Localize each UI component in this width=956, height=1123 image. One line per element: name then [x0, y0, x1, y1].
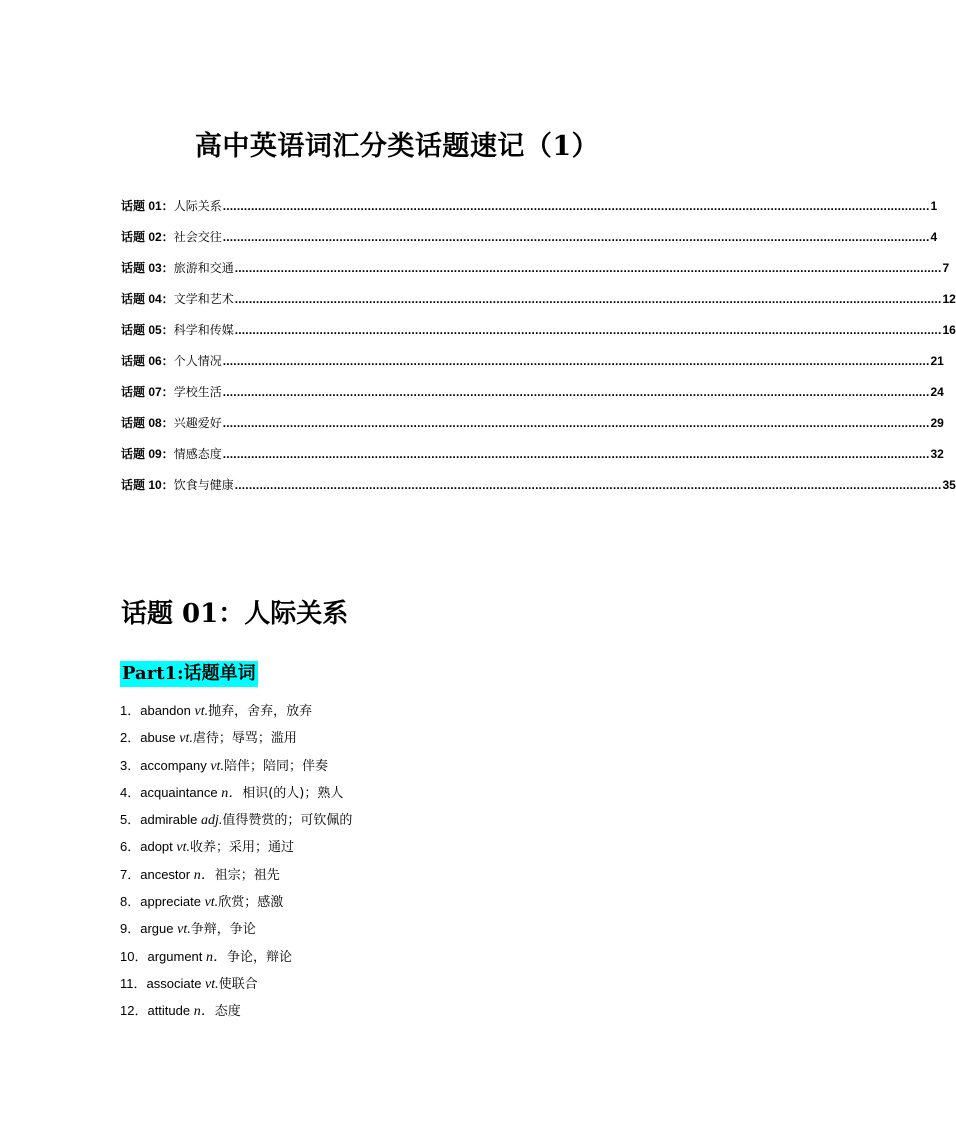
toc-entry-label: 饮食与健康	[173, 478, 234, 492]
toc-entry-prefix: 话题 04：	[121, 292, 174, 306]
toc-leader-dots: ........................................................................................................................................................................................................	[222, 230, 930, 244]
toc-entry-prefix: 话题 10：	[121, 478, 174, 492]
vocabulary-part-of-speech: n．	[193, 1004, 215, 1020]
vocabulary-part-of-speech: vt.	[179, 731, 193, 747]
vocabulary-word: argue	[140, 921, 174, 937]
vocabulary-item	[120, 1001, 680, 1028]
toc-leader-dots: ........................................................................................................................................................................................................	[234, 292, 942, 306]
toc-entry-page: 7	[942, 261, 950, 275]
vocabulary-part-of-speech: vt.	[177, 922, 191, 938]
toc-entry-prefix: 话题 03：	[121, 261, 174, 275]
vocabulary-word: admirable	[140, 812, 198, 828]
vocabulary-number: 7．	[120, 866, 141, 882]
document-title: 高中英语词汇分类话题速记（1）	[194, 131, 600, 162]
toc-entry-page: 24	[930, 385, 944, 399]
toc-entry[interactable]	[121, 196, 938, 227]
vocabulary-meaning: 欣赏；感激	[218, 895, 284, 911]
vocabulary-item	[120, 728, 680, 755]
vocabulary-word: ancestor	[140, 866, 191, 882]
vocabulary-item	[120, 701, 680, 728]
vocabulary-meaning: 虐待；辱骂；滥用	[192, 731, 297, 747]
vocabulary-item	[120, 810, 680, 837]
toc-leader-dots: ........................................................................................................................................................................................................	[222, 416, 930, 430]
vocabulary-word: abuse	[140, 730, 176, 746]
toc-entry-page: 12	[942, 292, 956, 306]
toc-entry[interactable]	[121, 320, 956, 351]
toc-entry-label: 兴趣爱好	[173, 416, 222, 430]
vocabulary-item	[120, 837, 680, 864]
vocabulary-meaning: 值得赞赏的；可钦佩的	[222, 813, 353, 829]
toc-entry[interactable]	[121, 227, 938, 258]
part-heading: Part1:话题单词	[120, 661, 258, 687]
vocabulary-number: 1．	[120, 703, 141, 718]
toc-entry-prefix: 话题 06：	[121, 354, 174, 368]
toc-entry-label: 人际关系	[173, 199, 222, 213]
vocabulary-number: 4．	[120, 784, 141, 800]
vocabulary-part-of-speech: vt.	[176, 840, 191, 856]
vocabulary-meaning: 抛弃，舍弃，放弃	[208, 704, 313, 719]
vocabulary-meaning: 态度	[214, 1004, 241, 1020]
toc-entry[interactable]	[121, 475, 956, 506]
vocabulary-word: adopt	[140, 839, 173, 855]
vocabulary-word: appreciate	[140, 894, 201, 910]
toc-entry-prefix: 话题 01：	[121, 199, 174, 213]
vocabulary-number: 6．	[120, 839, 141, 855]
toc-entry-page: 1	[930, 199, 938, 213]
vocabulary-number: 3．	[120, 757, 141, 773]
vocabulary-part-of-speech: n．	[206, 949, 228, 965]
vocabulary-item	[120, 947, 680, 974]
toc-entry-prefix: 话题 07：	[121, 385, 174, 399]
vocabulary-word: abandon	[140, 703, 191, 718]
vocabulary-item	[120, 756, 680, 783]
toc-leader-dots: ........................................................................................................................................................................................................	[222, 199, 930, 213]
vocabulary-word: argument	[147, 948, 203, 964]
toc-entry-page: 21	[930, 354, 944, 368]
vocabulary-meaning: 祖宗；祖先	[214, 867, 280, 883]
vocabulary-number: 9．	[120, 921, 141, 937]
vocabulary-word: associate	[146, 975, 202, 991]
toc-leader-dots: ........................................................................................................................................................................................................	[234, 261, 942, 275]
vocabulary-part-of-speech: n．	[193, 867, 215, 883]
toc-entry-prefix: 话题 05：	[121, 323, 174, 337]
toc-leader-dots: ........................................................................................................................................................................................................	[222, 385, 930, 399]
vocabulary-item	[120, 892, 680, 919]
vocabulary-part-of-speech: vt.	[194, 704, 209, 719]
toc-leader-dots: ........................................................................................................................................................................................................	[234, 478, 942, 492]
vocabulary-number: 11．	[120, 975, 147, 991]
vocabulary-part-of-speech: adj.	[200, 813, 223, 829]
vocabulary-item	[120, 865, 680, 892]
toc-entry-label: 旅游和交通	[173, 261, 234, 275]
toc-entry-prefix: 话题 08：	[121, 416, 174, 430]
toc-entry[interactable]	[121, 413, 944, 444]
toc-leader-dots: ........................................................................................................................................................................................................	[234, 323, 942, 337]
vocabulary-word: attitude	[147, 1003, 191, 1019]
toc-entry[interactable]	[121, 258, 950, 289]
toc-entry-page: 4	[930, 230, 938, 244]
vocabulary-meaning: 争论，辩论	[227, 949, 293, 965]
toc-entry[interactable]	[121, 444, 944, 475]
toc-entry-prefix: 话题 02：	[121, 230, 174, 244]
vocabulary-part-of-speech: vt.	[210, 758, 224, 774]
toc-entry-label: 文学和艺术	[173, 292, 234, 306]
vocabulary-number: 5．	[120, 812, 141, 828]
toc-entry-prefix: 话题 09：	[121, 447, 174, 461]
toc-leader-dots: ........................................................................................................................................................................................................	[222, 447, 930, 461]
vocabulary-meaning: 争辩，争论	[190, 922, 256, 938]
vocabulary-item	[120, 974, 680, 1001]
vocabulary-number: 12．	[120, 1003, 148, 1019]
vocabulary-number: 8．	[120, 894, 141, 910]
toc-entry-label: 个人情况	[173, 354, 222, 368]
table-of-contents	[121, 196, 956, 506]
vocabulary-meaning: 收养；采用；通过	[190, 840, 295, 856]
vocabulary-word: accompany	[140, 757, 207, 773]
vocabulary-part-of-speech: vt.	[204, 895, 219, 911]
vocabulary-item	[120, 919, 680, 946]
toc-entry-label: 科学和传媒	[173, 323, 234, 337]
vocabulary-meaning: 相识(的人)；熟人	[242, 785, 344, 801]
vocabulary-list	[120, 701, 680, 1029]
vocabulary-part-of-speech: n．	[221, 785, 243, 801]
toc-entry-label: 学校生活	[173, 385, 222, 399]
vocabulary-part-of-speech: vt.	[205, 976, 219, 992]
toc-entry-label: 情感态度	[173, 447, 222, 461]
vocabulary-number: 2．	[120, 730, 141, 746]
toc-entry[interactable]	[121, 289, 956, 320]
vocabulary-number: 10．	[120, 948, 148, 964]
toc-entry-page: 29	[930, 416, 944, 430]
toc-leader-dots: ........................................................................................................................................................................................................	[222, 354, 930, 368]
vocabulary-word: acquaintance	[140, 784, 218, 800]
toc-entry-label: 社会交往	[173, 230, 222, 244]
section-heading: 话题 01：人际关系	[121, 599, 349, 629]
toc-entry[interactable]	[121, 382, 944, 413]
toc-entry-page: 32	[930, 447, 944, 461]
toc-entry[interactable]	[121, 351, 944, 382]
vocabulary-meaning: 使联合	[218, 976, 258, 992]
vocabulary-meaning: 陪伴；陪同；伴奏	[223, 758, 328, 774]
toc-entry-page: 16	[942, 323, 956, 337]
toc-entry-page: 35	[942, 478, 956, 492]
vocabulary-item	[120, 783, 680, 810]
